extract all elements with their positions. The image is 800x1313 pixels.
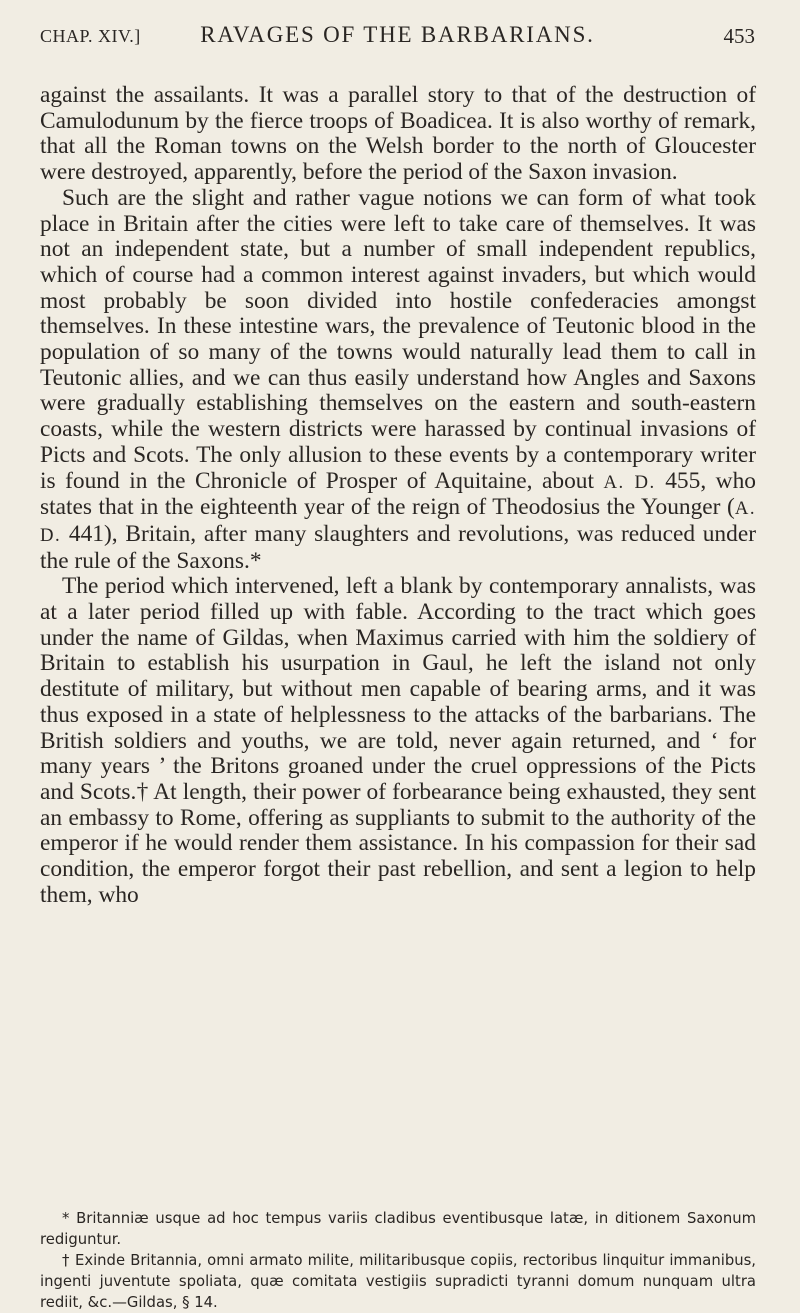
footnote-1: * Britanniæ usque ad hoc tempus variis cladibus eventibusque latæ, in ditionem Saxonum rediguntur.	[40, 1210, 756, 1248]
chapter-label: CHAP. XIV.]	[40, 26, 141, 46]
era-abbreviation: A. D.	[40, 498, 756, 546]
body-text	[40, 83, 756, 909]
footnotes	[40, 1208, 756, 1313]
footnote-2: † Exinde Britannia, omni armato milite, militaribusque copiis, rectoribus linquitur immanibus, ingenti juventute spoliata, quæ comitata vestigiis supradicti tyranni domum nunquam ultra rediit, &c.—Gildas, § 14.	[40, 1252, 756, 1311]
era-abbreviation: A. D.	[603, 471, 656, 493]
paragraph-2-part-a: Such are the slight and rather vague notions we can form of what took place in Britain after the cities were left to take care of themselves. It was not an independent state, but a number of small independent republics, which of course had a common interest against invaders, but which would most probably be soon divided into hostile confederacies amongst themselves. In these intestine wars, the prevalence of Teutonic blood in the population of so many of the towns would naturally lead them to call in Teutonic allies, and we can thus easily understand how Angles and Saxons were gradually establishing themselves on the eastern and south-eastern coasts, while the western districts were harassed by continual invasions of Picts and Scots. The only allusion to these events by a contemporary writer is found in the Chronicle of Prosper of Aquitaine, about	[40, 184, 756, 494]
paragraph-2-part-c: 441), Britain, after many slaughters and revolutions, was reduced under the rule of the Saxons.*	[40, 520, 756, 574]
running-title: RAVAGES OF THE BARBARIANS.	[200, 22, 595, 47]
paragraph-1: against the assailants. It was a parallel story to that of the destruction of Camulodunum by the fierce troops of Boadicea. It is also worthy of remark, that all the Roman towns on the Welsh border to the north of Gloucester were destroyed, apparently, before the period of the Saxon invasion.	[40, 82, 756, 186]
page-number: 453	[723, 24, 755, 48]
running-header	[40, 20, 755, 50]
paragraph-2	[40, 186, 756, 575]
paragraph-2-part-b: 455, who states that in the eighteenth year of the reign of Theodosius the Younger (	[40, 467, 756, 521]
paragraph-3: The period which intervened, left a blank by contemporary annalists, was at a later period filled up with fable. According to the tract which goes under the name of Gildas, when Maximus carried with him the soldiery of Britain to establish his usurpation in Gaul, he left the island not only destitute of military, but without men capable of bearing arms, and it was thus exposed in a state of helplessness to the attacks of the barbarians. The British soldiers and youths, we are told, never again returned, and ‘ for many years ’ the Britons groaned under the cruel oppressions of the Picts and Scots.† At length, their power of forbearance being exhausted, they sent an embassy to Rome, offering as suppliants to submit to the authority of the emperor if he would render them assistance. In his compassion for their sad condition, the emperor forgot their past rebellion, and sent a legion to help them, who	[40, 573, 756, 908]
